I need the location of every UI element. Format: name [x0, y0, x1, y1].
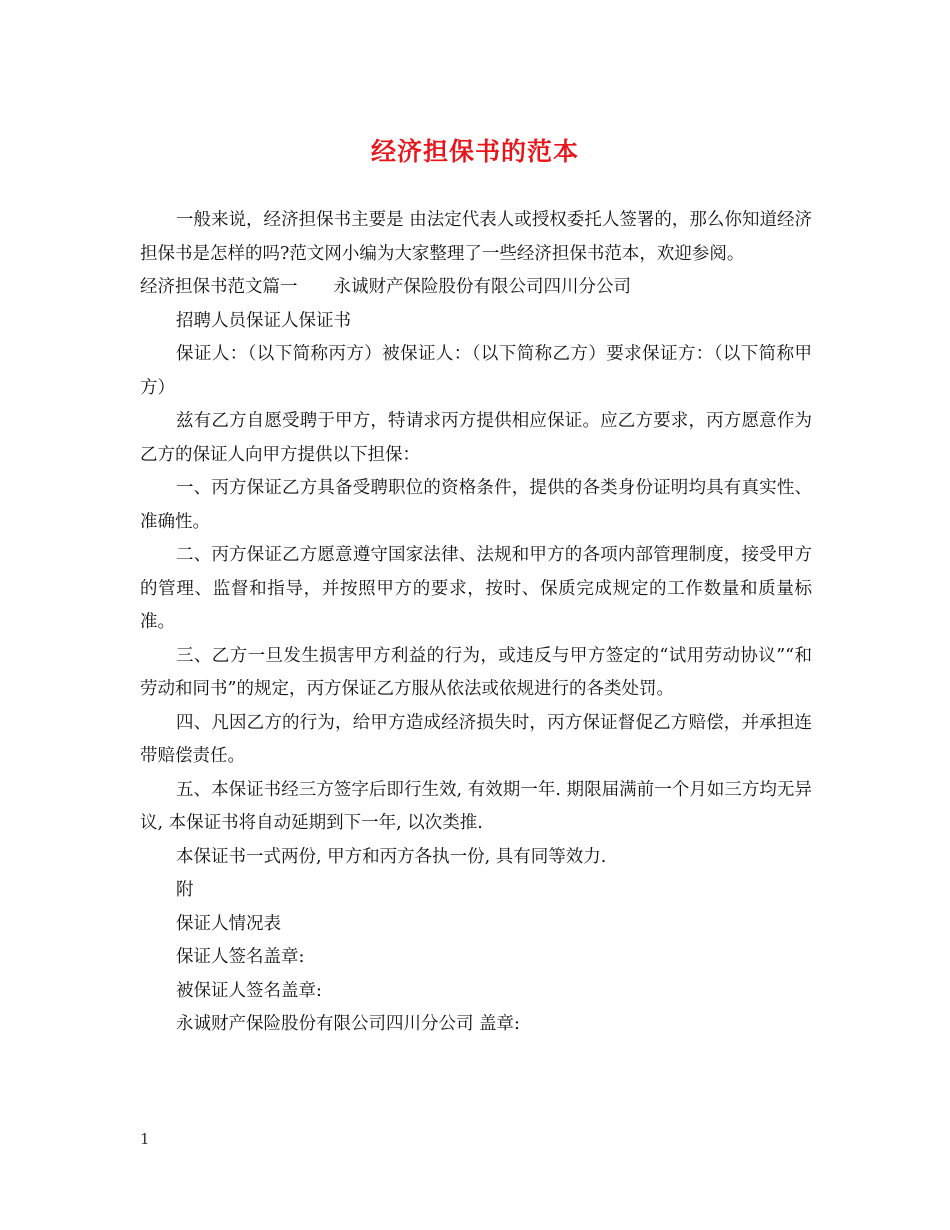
- paragraph-10: 保证人签名盖章:: [176, 947, 305, 967]
- paragraph-9: 保证人情况表: [176, 913, 281, 934]
- section-heading: [140, 271, 812, 305]
- section-heading-left: 经济担保书范文篇一: [140, 277, 298, 297]
- page-number: 1: [140, 1130, 150, 1148]
- paragraph-4: 三、乙方一旦发生损害甲方利益的行为，或违反与甲方签定的“试用劳动协议”“和劳动和同书”的规定，丙方保证乙方服从依法或依规进行的各类处罚。: [140, 645, 812, 699]
- paragraph-2: 一、丙方保证乙方具备受聘职位的资格条件，提供的各类身份证明均具有真实性、准确性。: [140, 478, 812, 532]
- paragraph-12: 永诚财产保险股份有限公司四川分公司 盖章:: [176, 1014, 520, 1034]
- section-heading-right: 永诚财产保险股份有限公司四川分公司: [333, 277, 631, 297]
- document-body: [140, 204, 812, 1042]
- paragraph-7: 本保证书一式两份, 甲方和丙方各执一份, 具有同等效力.: [176, 846, 607, 867]
- subtitle-paragraph: 招聘人员保证人保证书: [176, 310, 351, 331]
- intro-paragraph: 一般来说，经济担保书主要是 由法定代表人或授权委托人签署的，那么你知道经济担保书是怎样的吗?范文网小编为大家整理了一些经济担保书范本，欢迎参阅。: [140, 210, 812, 264]
- paragraph-1: 兹有乙方自愿受聘于甲方，特请求丙方提供相应保证。应乙方要求，丙方愿意作为乙方的保证人向甲方提供以下担保：: [140, 411, 812, 465]
- paragraph-5: 四、凡因乙方的行为，给甲方造成经济损失时，丙方保证督促乙方赔偿，并承担连带赔偿责任。: [140, 712, 812, 766]
- paragraph-3: 二、丙方保证乙方愿意遵守国家法律、法规和甲方的各项内部管理制度，接受甲方的管理、监督和指导，并按照甲方的要求，按时、保质完成规定的工作数量和质量标准。: [140, 545, 812, 632]
- document-title: 经济担保书的范本: [370, 137, 579, 166]
- paragraph-11: 被保证人签名盖章:: [176, 980, 322, 1001]
- parties-paragraph: 保证人：（以下简称丙方）被保证人：（以下简称乙方）要求保证方：（以下简称甲方）: [140, 344, 812, 398]
- paragraph-8: 附: [176, 880, 194, 900]
- paragraph-6: 五、本保证书经三方签字后即行生效, 有效期一年. 期限届满前一个月如三方均无异议, 本保证书将自动延期到下一年, 以次类推.: [140, 779, 812, 833]
